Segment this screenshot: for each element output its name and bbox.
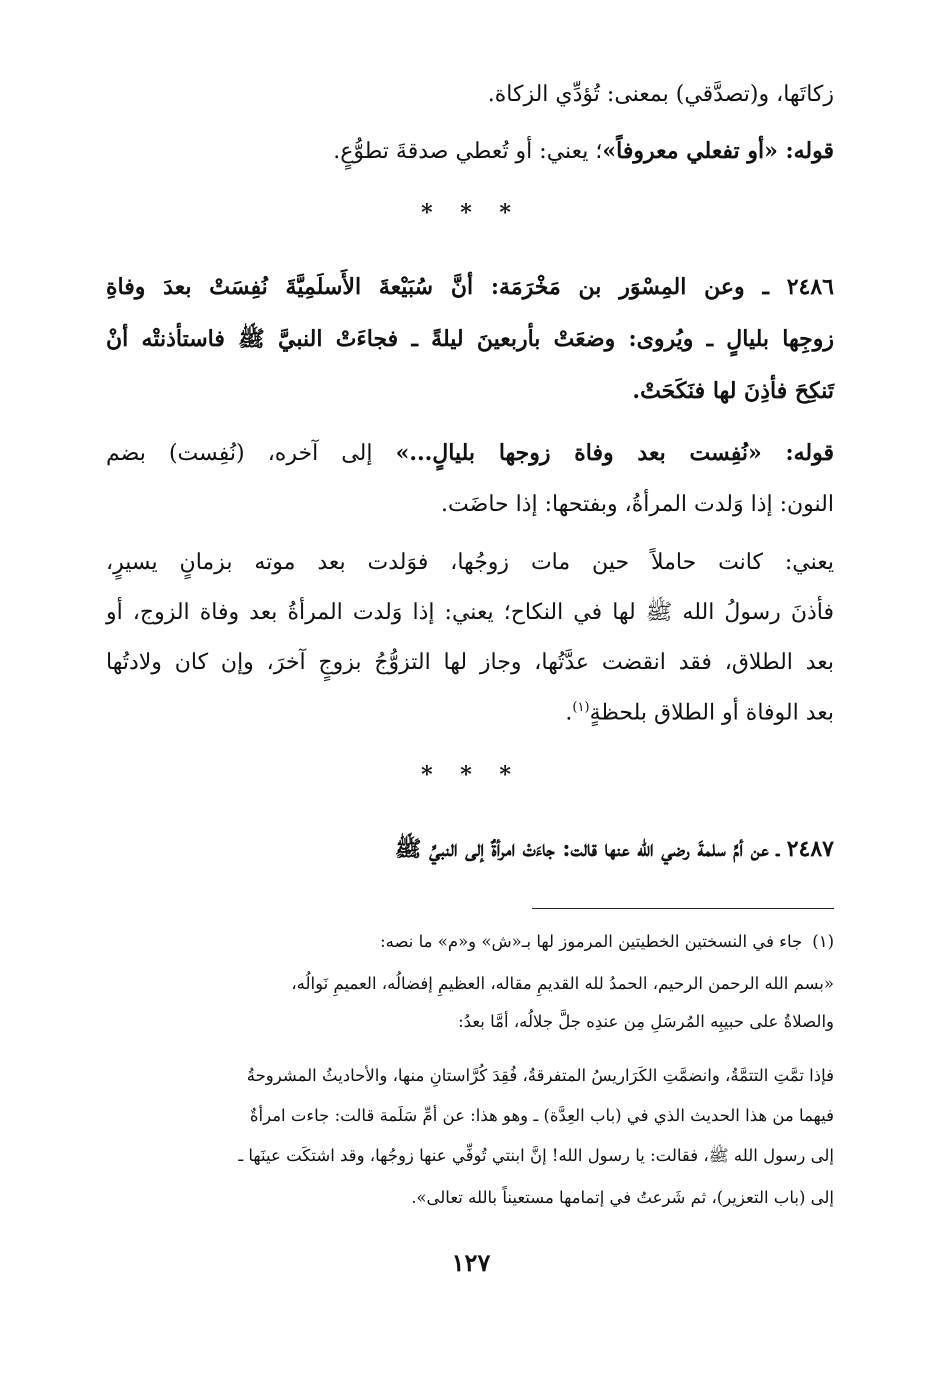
section-separator: * * * xyxy=(421,762,521,788)
footnote-line-5: فيهما من هذا الحديث الذي في (باب العِدَّة) ـ وهو هذا: عن أمِّ سَلَمة قالت: جاءت امرأةٌ xyxy=(249,1106,834,1125)
page-number: ١٢٧ xyxy=(451,1248,491,1277)
footnote-line-6: إلى رسول الله ﷺ، فقالت: يا رسول الله! إنَّ ابنتي تُوفِّي عنها زوجُها، وقد اشتكَت عينَها ـ xyxy=(238,1146,834,1165)
footnote-number: (١) xyxy=(812,932,834,951)
commentary-line-6: بعد الوفاة أو الطلاق بلحظةٍ$^{(١)}$. xyxy=(565,700,834,726)
text-line-1: زكاتَها، و(تصدَّقي) بمعنى: تُؤدِّي الزكاة. xyxy=(487,82,834,107)
hadith-2487-line-1: ٢٤٨٧ ـ عن أمِّ سلمةَ رضي الله عنها قالت: جاءَتْ امرأةٌ إلى النبيِّ ﷺ xyxy=(394,836,834,862)
section-separator: * * * xyxy=(421,200,521,226)
text-line-2 xyxy=(106,138,834,165)
footnote-line-7: إلى (باب التعزير)، ثم شَرعتُ في إتمامها مستعيناً بالله تعالى». xyxy=(411,1188,834,1207)
quoted-phrase: قوله: «نُفِست بعد وفاة زوجها بليالٍ...» xyxy=(395,440,835,466)
footnote-line-3: والصلاةُ على حبيبِه المُرسَلِ مِن عندِه جلَّ جلالُه، أمَّا بعدُ: xyxy=(458,1012,834,1031)
quoted-phrase: قوله: «أو تفعلي معروفاً» xyxy=(602,138,834,164)
commentary-line-2: النون: إذا وَلدت المرأةُ، وبفتحها: إذا حاضَت. xyxy=(441,492,834,517)
commentary-line-3: يعني: كانت حاملاً حين مات زوجُها، فوَلدت بعد موته بزمانٍ يسيرٍ، xyxy=(106,550,834,575)
explanation-text: ؛ يعني: أو تُعطي صدقةَ تطوُّعٍ. xyxy=(333,139,603,164)
commentary-line-5: بعد الطلاق، فقد انقضت عدَّتُها، وجاز لها التزوُّجُ بزوجٍ آخرَ، وإن كان ولادتُها xyxy=(106,650,834,675)
footnote-line-1: (١)جاء في النسختين الخطيتين المرموز لها بـ«ش» و«م» ما نصه: xyxy=(380,932,834,951)
footnote-reference: (١) xyxy=(572,700,590,715)
explanation-text: إلى آخره، (نُفِست) بضم xyxy=(106,441,396,466)
commentary-line-1 xyxy=(106,440,834,467)
footnote-line-2: «بسم الله الرحمن الرحيم، الحمدُ لله القديمِ مقاله، العظيمِ إفضالُه، العميمِ نَوالُه، xyxy=(291,974,834,993)
footnote-divider xyxy=(532,908,834,909)
hadith-2486-line-2: زوجِها بليالٍ ـ ويُروى: وضعَتْ بأربعينَ ليلةً ـ فجاءَتْ النبيَّ ﷺ فاستأذنتْه أنْ xyxy=(106,326,834,352)
commentary-line-4: فأذنَ رسولُ الله ﷺ لها في النكاح؛ يعني: إذا وَلدت المرأةُ بعد وفاة الزوج، أو xyxy=(106,600,834,625)
footnote-line-4: فإذا تمَّتِ التتمَّةُ، وانضمَّتِ الكَرَاريسُ المتفرقةُ، فُقِدَ كُرَّاستانِ منها، والأحاديثُ المشروحةُ xyxy=(246,1066,834,1085)
hadith-2486-line-1: ٢٤٨٦ ـ وعن المِسْوَر بن مَخْرَمَة: أنَّ سُبَيْعةَ الأَسلَمِيَّةَ نُفِسَتْ بعدَ وفاةِ xyxy=(106,274,834,300)
hadith-2486-line-3: تَنكِحَ فأذِنَ لها فنَكَحَتْ. xyxy=(632,378,834,404)
